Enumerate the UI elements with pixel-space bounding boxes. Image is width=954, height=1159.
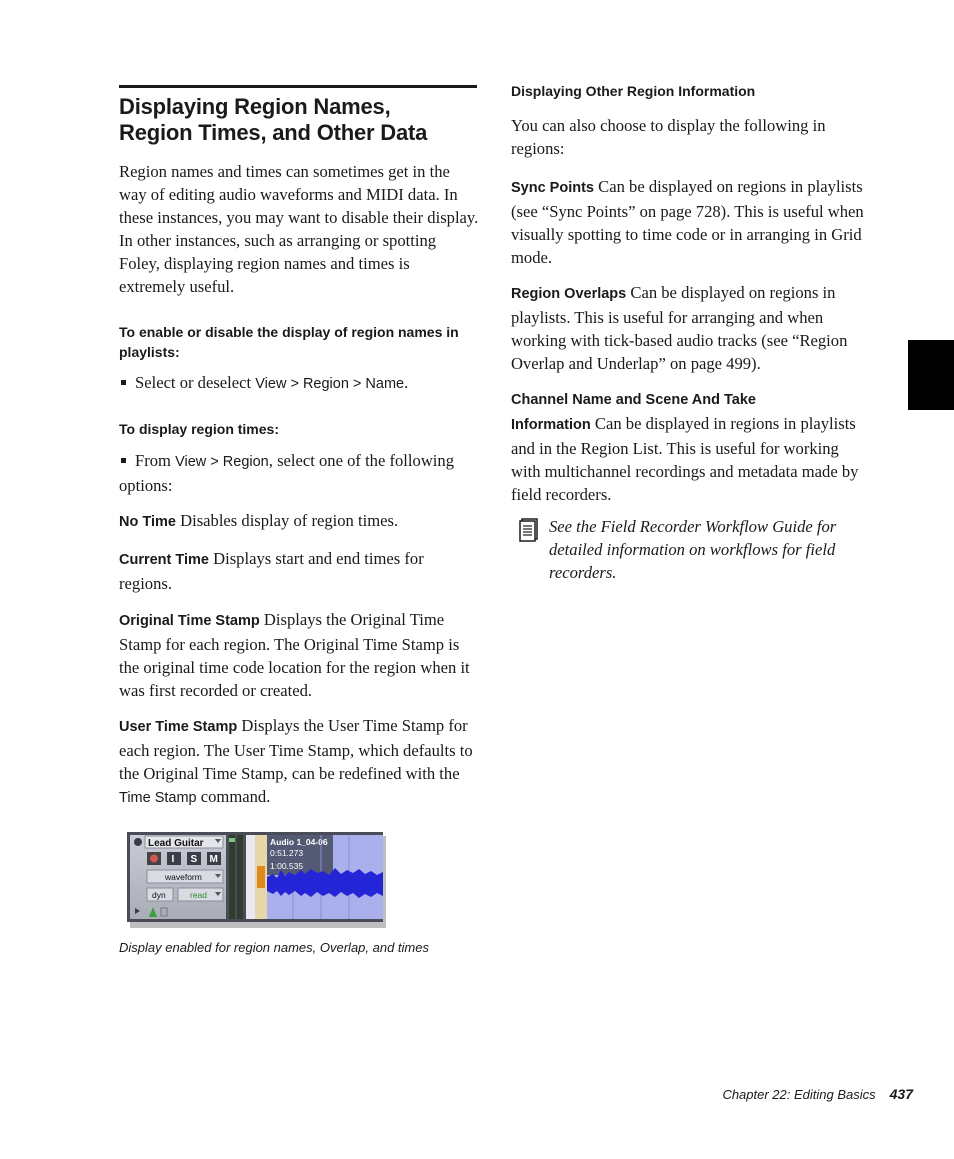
page-footer: [0, 1086, 913, 1102]
option-user-time-stamp: User Time Stamp Displays the User Time Stamp for each region. The User Time Stamp, which defaults to the Original Time Stamp, can be redefined with the Time Stamp command.: [119, 716, 473, 806]
svg-text:read: read: [190, 890, 208, 900]
region-name: Audio 1_04-06: [270, 837, 328, 847]
heading-rule: [119, 85, 477, 88]
track-options-icon[interactable]: [134, 838, 142, 846]
bullet-icon: [121, 380, 126, 385]
page-number: 437: [889, 1086, 913, 1102]
level-meter: [229, 835, 235, 919]
chapter-thumb-tab: [908, 340, 954, 410]
note-text: See the Field Recorder Workflow Guide for detailed information on workflows for field recorders.: [549, 517, 837, 582]
level-meter: [237, 835, 243, 919]
subhead-other-region-info: Displaying Other Region Information: [511, 83, 756, 99]
svg-text:S: S: [190, 854, 198, 865]
procedure-step-region-names: Select or deselect View > Region > Name.: [119, 371, 479, 396]
svg-text:M: M: [209, 854, 218, 865]
overlap-marker: [257, 866, 265, 888]
menu-path: View > Region: [175, 454, 269, 470]
item-sync-points: Sync Points Can be displayed on regions in playlists (see “Sync Points” on page 728). This is useful when visually spotting to time code or in arranging in Grid mode.: [511, 177, 864, 267]
meter-segment: [229, 838, 235, 842]
track-name: Lead Guitar: [148, 838, 204, 849]
track-screenshot-svg: [125, 830, 387, 928]
footer-chapter: Chapter 22: Editing Basics: [722, 1087, 876, 1102]
section-heading: Displaying Region Names, Region Times, and Other Data: [119, 94, 428, 145]
record-icon: [150, 855, 158, 863]
option-no-time: No Time Disables display of region times.: [119, 511, 399, 530]
bullet-icon: [121, 458, 126, 463]
procedure-step-region-times: From View > Region, select one of the following options:: [119, 451, 455, 495]
note-icon: [519, 518, 539, 542]
option-original-time-stamp: Original Time Stamp Displays the Original Time Stamp for each region. The Original Time Stamp is the original time code location for the region when it was first recorded or created.: [119, 610, 470, 700]
region-start-time: 0:51.273: [270, 848, 304, 858]
option-current-time: Current Time Displays start and end times for regions.: [119, 549, 424, 593]
figure-caption: Display enabled for region names, Overlap, and times: [119, 940, 429, 955]
right-intro: You can also choose to display the following in regions:: [511, 116, 826, 158]
procedure-title-region-times: To display region times:: [119, 421, 279, 437]
svg-text:dyn: dyn: [152, 890, 166, 900]
procedure-title-region-names: To enable or disable the display of region names in playlists:: [119, 324, 459, 360]
svg-text:waveform: waveform: [165, 872, 202, 882]
menu-path: View > Region > Name: [255, 376, 405, 392]
track-screenshot: [125, 830, 387, 928]
item-region-overlaps: Region Overlaps Can be displayed on regions in playlists. This is useful for arranging and when working with tick-based audio tracks (see “Region Overlap and Underlap” on page 499).: [511, 283, 848, 373]
region-end-time: 1:00.535: [270, 861, 304, 871]
intro-paragraph: Region names and times can sometimes get in the way of editing audio waveforms and MIDI data. In these instances, you may want to disable their display. In other instances, such as arranging or spotting Foley, displaying region names and times is extremely useful.: [119, 162, 479, 296]
item-channel-name: Channel Name and Scene And Take Information Can be displayed in regions in playlists and in the Region List. This is useful for working with multichannel recordings and metadata made by field recorders.: [511, 392, 859, 504]
svg-text:I: I: [171, 854, 175, 865]
